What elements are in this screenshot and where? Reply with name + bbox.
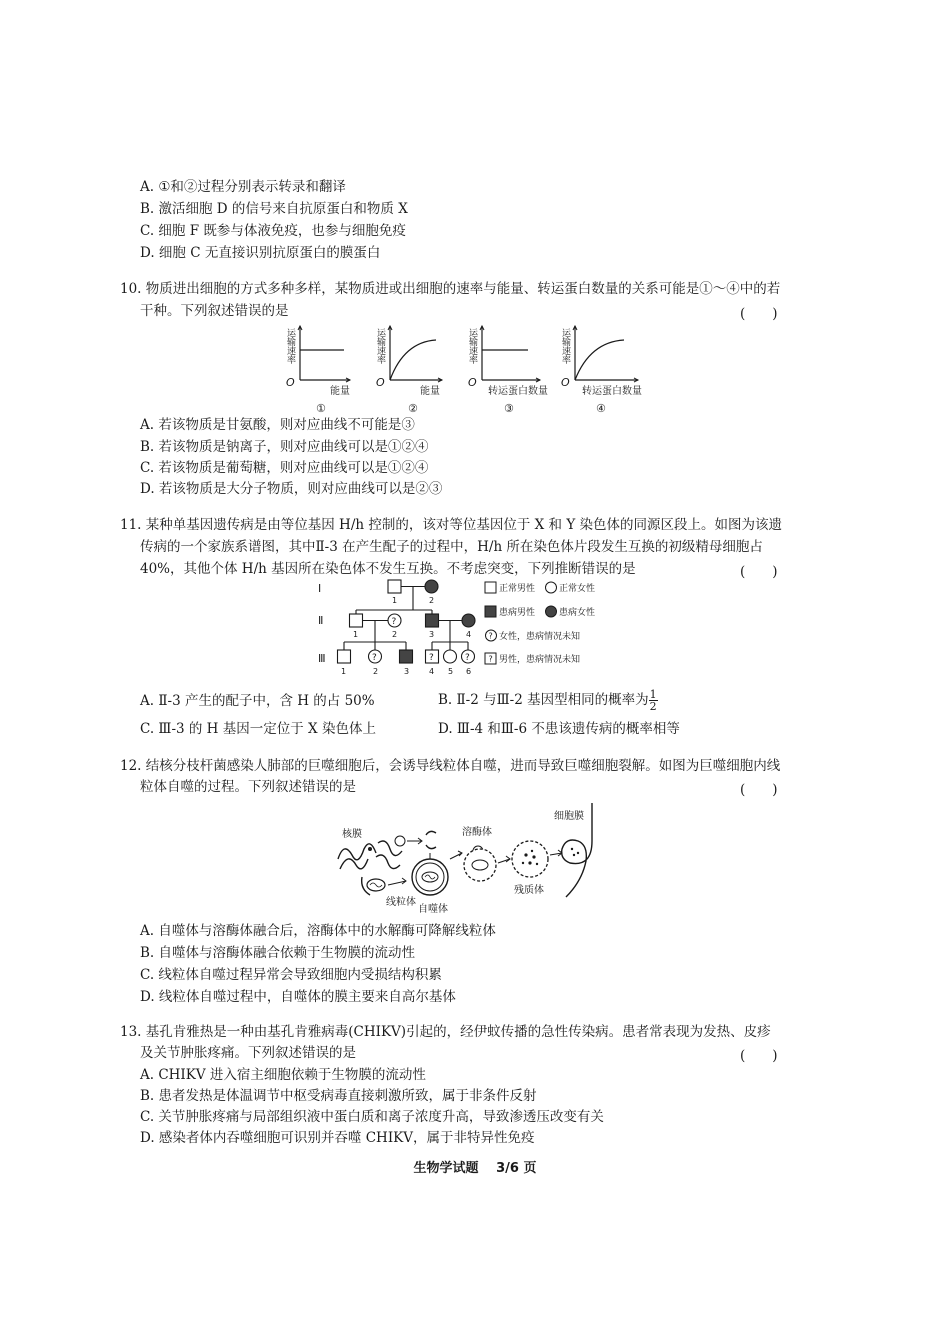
- q12-option-d: D. 线粒体自噬过程中，自噬体的膜主要来自高尔基体: [140, 989, 456, 1005]
- svg-text:?: ?: [488, 654, 493, 664]
- q9-option-d: D. 细胞 C 无直接识别抗原蛋白的膜蛋白: [140, 245, 381, 261]
- gen-label-1: Ⅰ: [318, 582, 322, 595]
- q13-answer-paren: ( ): [740, 1048, 778, 1064]
- gen3-num-2: 2: [373, 667, 379, 676]
- legend-affected-male: 患病男性: [499, 608, 536, 618]
- q9-option-c: C. 细胞 F 既参与体液免疫，也参与细胞免疫: [140, 223, 406, 239]
- gen3-male-3-affected: [400, 650, 413, 663]
- gen2-num-4: 4: [466, 630, 472, 639]
- q12-option-c: C. 线粒体自噬过程异常会导致细胞内受损结构积累: [140, 967, 442, 983]
- gen1-male-1: [388, 580, 401, 593]
- gen-label-2: Ⅱ: [318, 614, 324, 627]
- q12-option-a: A. 自噬体与溶酶体融合后，溶酶体中的水解酶可降解线粒体: [140, 923, 496, 939]
- q13-stem-line2: 及关节肿胀疼痛。下列叙述错误的是: [140, 1045, 356, 1061]
- graph-4-xlabel: 转运蛋白数量: [582, 386, 642, 397]
- graph-2-xlabel: 能量: [420, 386, 440, 397]
- graph-2-origin: O: [376, 376, 385, 389]
- graph-2-ylabel: 运输速率: [375, 328, 385, 364]
- gen3-female-5: [444, 650, 457, 663]
- svg-text:?: ?: [488, 631, 493, 641]
- q10-option-b: B. 若该物质是钠离子，则对应曲线可以是①②④: [140, 439, 429, 455]
- graph-4-ylabel: 运输速率: [560, 328, 570, 364]
- q13-stem-line1: 13. 基孔肯雅热是一种由基孔肯雅病毒(CHIKV)引起的，经伊蚊传播的急性传染病。患者常表现为发热、皮疹: [120, 1024, 771, 1040]
- q11-option-b: [438, 686, 658, 714]
- graph-1-xlabel: 能量: [330, 386, 350, 397]
- label-lysosome: 溶酶体: [462, 827, 492, 838]
- graph-1: [285, 326, 350, 415]
- legend-unknown-male: 男性，患病情况未知: [499, 655, 581, 665]
- q10-stem-line2: 干种。下列叙述错误的是: [140, 303, 289, 319]
- page-footer: 生物学试题 3/6 页: [413, 1161, 537, 1176]
- legend-normal-male: 正常男性: [499, 584, 536, 594]
- gen1-female-2-affected: [425, 580, 438, 593]
- q11-option-a: A. Ⅱ-3 产生的配子中，含 H 的占 50%: [140, 693, 375, 709]
- pedigree-legend: [485, 582, 595, 665]
- gen2-num-1: 1: [353, 630, 359, 639]
- q10-option-a: A. 若该物质是甘氨酸，则对应曲线不可能是③: [140, 417, 415, 433]
- legend-normal-female: 正常女性: [559, 584, 596, 594]
- graph-4-number: ④: [596, 402, 606, 415]
- graph-1-ylabel: 运输速率: [285, 328, 295, 364]
- q12-answer-paren: ( ): [740, 782, 778, 798]
- gen3-male-1: [338, 650, 351, 663]
- q9-option-a: A. ①和②过程分别表示转录和翻译: [140, 179, 346, 195]
- gen2-unknown-mark: ?: [391, 617, 397, 627]
- q11-option-c: C. Ⅲ-3 的 H 基因一定位于 X 染色体上: [140, 721, 376, 737]
- q12-option-b: B. 自噬体与溶酶体融合依赖于生物膜的流动性: [140, 945, 416, 961]
- gen3-unknown-mark-4: ?: [429, 653, 434, 663]
- gen2-num-2: 2: [392, 630, 398, 639]
- q11-option-b-text: B. Ⅱ-2 与Ⅲ-2 基因型相同的概率为: [438, 692, 649, 708]
- q12-stem-line1: 12. 结核分枝杆菌感染人肺部的巨噬细胞后，会诱导线粒体自噬，进而导致巨噬细胞裂解。如图为巨噬细胞内线: [120, 758, 781, 774]
- q9-option-b: B. 激活细胞 D 的信号来自抗原蛋白和物质 X: [140, 201, 408, 217]
- gen3-num-5: 5: [448, 667, 454, 676]
- gen1-num-1: 1: [392, 596, 398, 605]
- q11-option-d: D. Ⅲ-4 和Ⅲ-6 不患该遗传病的概率相等: [438, 721, 680, 737]
- gen1-num-2: 2: [429, 596, 435, 605]
- q11-stem-line2: 传病的一个家族系谱图，其中Ⅱ-3 在产生配子的过程中，H/h 所在染色体片段发生互换的初级精母细胞占: [140, 539, 763, 555]
- graph-2: [375, 326, 442, 415]
- gen3-num-3: 3: [404, 667, 410, 676]
- gen2-male-3-affected: [426, 614, 439, 627]
- gen3-num-1: 1: [341, 667, 347, 676]
- graph-1-number: ①: [316, 402, 326, 415]
- label-cell-membrane: 细胞膜: [554, 811, 584, 822]
- q10-graphs: [270, 318, 670, 418]
- q11-stem-line3: 40%，其他个体 H/h 基因所在染色体不发生互换。不考虑突变，下列推断错误的是: [140, 561, 636, 577]
- q10-option-d: D. 若该物质是大分子物质，则对应曲线可以是②③: [140, 481, 443, 497]
- mitophagy-diagram: [330, 797, 610, 917]
- gen2-female-4-affected: [462, 614, 475, 627]
- q10-answer-paren: ( ): [740, 306, 778, 322]
- q11-option-b-fraction: $\frac{1}{2}$: [649, 688, 657, 713]
- gen3-num-6: 6: [466, 667, 472, 676]
- graph-1-origin: O: [286, 376, 295, 389]
- q13-option-d: D. 感染者体内吞噬细胞可识别并吞噬 CHIKV，属于非特异性免疫: [140, 1130, 535, 1146]
- graph-4: [560, 326, 642, 415]
- gen2-male-1: [350, 614, 363, 627]
- label-residual-body: 残质体: [514, 885, 544, 896]
- graph-2-number: ②: [408, 402, 418, 415]
- graph-3-ylabel: 运输速率: [467, 328, 477, 364]
- q11-stem-line1: 11. 某种单基因遗传病是由等位基因 H/h 控制的，该对等位基因位于 X 和 Y 染色体的同源区段上。如图为该遗: [120, 517, 783, 533]
- q13-option-a: A. CHIKV 进入宿主细胞依赖于生物膜的流动性: [140, 1067, 426, 1083]
- q13-option-b: B. 患者发热是体温调节中枢受病毒直接刺激所致，属于非条件反射: [140, 1088, 537, 1104]
- q13-option-c: C. 关节肿胀疼痛与局部组织液中蛋白质和离子浓度升高，导致渗透压改变有关: [140, 1109, 604, 1125]
- graph-3: [467, 326, 548, 415]
- graph-3-origin: O: [468, 376, 477, 389]
- graph-4-origin: O: [561, 376, 570, 389]
- q10-stem-line1: 10. 物质进出细胞的方式多种多样，某物质进或出细胞的速率与能量、转运蛋白数量的关系可能是①～④中的若: [120, 281, 781, 297]
- q12-stem-line2: 粒体自噬的过程。下列叙述错误的是: [140, 779, 356, 795]
- pedigree-chart: [310, 576, 630, 682]
- gen3-unknown-mark-2: ?: [372, 653, 377, 663]
- gen2-num-3: 3: [429, 630, 435, 639]
- gen-label-3: Ⅲ: [318, 652, 326, 665]
- graph-3-number: ③: [504, 402, 514, 415]
- label-mitochondrion: 线粒体: [386, 897, 416, 908]
- label-autophagosome: 自噬体: [418, 904, 448, 915]
- q11-answer-paren: ( ): [740, 564, 778, 580]
- gen3-unknown-mark-6: ?: [465, 653, 470, 663]
- q10-option-c: C. 若该物质是葡萄糖，则对应曲线可以是①②④: [140, 460, 429, 476]
- legend-affected-female: 患病女性: [559, 608, 596, 618]
- label-nuclear-membrane: 核膜: [342, 829, 362, 840]
- gen3-num-4: 4: [429, 667, 435, 676]
- graph-3-xlabel: 转运蛋白数量: [488, 386, 548, 397]
- legend-unknown-female: 女性，患病情况未知: [499, 632, 581, 642]
